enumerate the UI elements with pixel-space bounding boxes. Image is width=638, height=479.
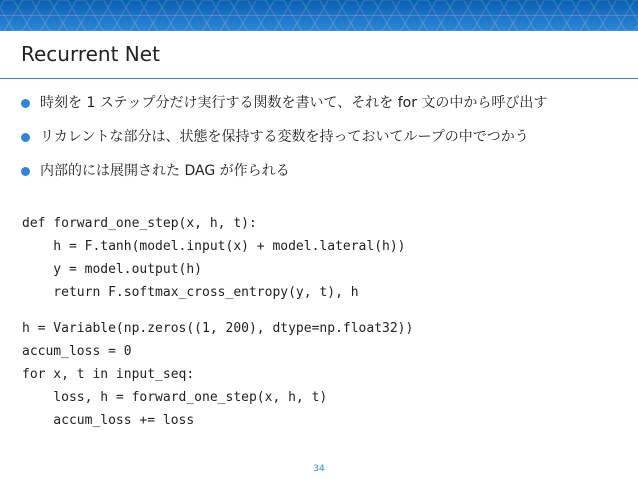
bullet-item xyxy=(21,92,621,114)
bullet-text: 内部的には展開された DAG が作られる xyxy=(40,163,290,179)
hex-pattern-decoration xyxy=(0,0,638,31)
header-band xyxy=(0,0,638,31)
page-number: 34 xyxy=(313,464,325,474)
bullet-dot-icon xyxy=(21,99,30,108)
code-block-loop: h = Variable(np.zeros((1, 200), dtype=np.float32)) accum_loss = 0 for x, t in input_seq: loss, h = forward_one_step(x, h, t) accum_loss += loss xyxy=(22,321,414,428)
slide-title: Recurrent Net xyxy=(21,42,160,66)
bullet-dot-icon xyxy=(21,133,30,142)
bullet-dot-icon xyxy=(21,167,30,176)
bullet-text: 時刻を 1 ステップ分だけ実行する関数を書いて、それを for 文の中から呼び出す xyxy=(40,95,548,111)
code-block-function-def: def forward_one_step(x, h, t): h = F.tanh(model.input(x) + model.lateral(h)) y = model.output(h) return F.softmax_cross_entropy(y, t), h xyxy=(22,216,406,300)
bullet-item xyxy=(21,160,621,182)
bullet-list xyxy=(21,92,621,194)
bullet-item xyxy=(21,126,621,148)
title-divider xyxy=(0,78,638,79)
bullet-text: リカレントな部分は、状態を保持する変数を持っておいてループの中でつかう xyxy=(40,129,529,145)
